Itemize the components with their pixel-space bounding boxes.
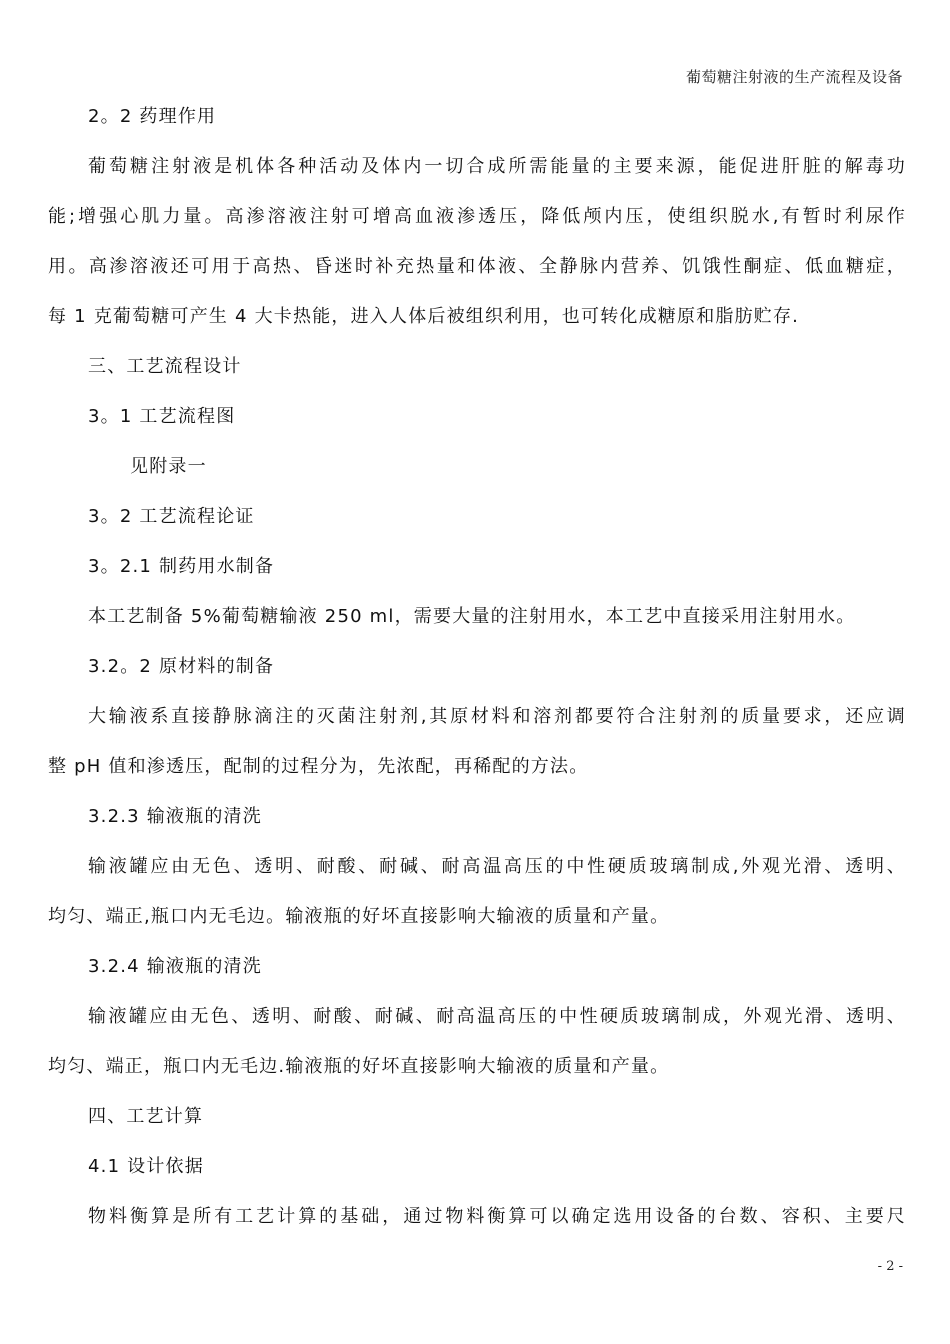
paragraph-line: 能;增强心肌力量。高渗溶液注射可增高血液渗透压，降低颅内压，使组织脱水,有暂时利尿作 (48, 206, 906, 227)
page-number: - 2 - (877, 1259, 903, 1274)
section-heading-3: 三、工艺流程设计 (88, 356, 242, 377)
section-heading-3-2-3: 3.2.3 输液瓶的清洗 (88, 806, 262, 827)
section-heading-3-1: 3。1 工艺流程图 (88, 406, 236, 427)
paragraph-line: 物料衡算是所有工艺计算的基础，通过物料衡算可以确定选用设备的台数、容积、主要尺 (88, 1206, 906, 1227)
paragraph-line: 整 pH 值和渗透压，配制的过程分为，先浓配，再稀配的方法。 (48, 756, 589, 777)
paragraph-line: 本工艺制备 5%葡萄糖输液 250 ml，需要大量的注射用水，本工艺中直接采用注射用水。 (88, 606, 856, 627)
paragraph-line: 均匀、端正,瓶口内无毛边。输液瓶的好坏直接影响大输液的质量和产量。 (48, 906, 670, 927)
section-heading-3-2-2: 3.2。2 原材料的制备 (88, 656, 275, 677)
paragraph-line: 输液罐应由无色、透明、耐酸、耐碱、耐高温高压的中性硬质玻璃制成，外观光滑、透明、 (88, 1006, 906, 1027)
paragraph-line: 输液罐应由无色、透明、耐酸、耐碱、耐高温高压的中性硬质玻璃制成,外观光滑、透明、 (88, 856, 906, 877)
document-body (48, 92, 906, 1242)
section-heading-2-2: 2。2 药理作用 (88, 106, 217, 127)
section-heading-3-2: 3。2 工艺流程论证 (88, 506, 255, 527)
paragraph-line: 用。高渗溶液还可用于高热、昏迷时补充热量和体液、全静脉内营养、饥饿性酮症、低血糖症， (48, 256, 906, 277)
paragraph-line: 每 1 克葡萄糖可产生 4 大卡热能，进入人体后被组织利用，也可转化成糖原和脂肪贮存. (48, 306, 800, 327)
paragraph-line: 葡萄糖注射液是机体各种活动及体内一切合成所需能量的主要来源，能促进肝脏的解毒功 (88, 156, 906, 177)
section-heading-3-2-4: 3.2.4 输液瓶的清洗 (88, 956, 262, 977)
running-header: 葡萄糖注射液的生产流程及设备 (685, 68, 903, 86)
paragraph-line: 大输液系直接静脉滴注的灭菌注射剂,其原材料和溶剂都要符合注射剂的质量要求，还应调 (88, 706, 906, 727)
section-heading-4-1: 4.1 设计依据 (88, 1156, 204, 1177)
section-heading-4: 四、工艺计算 (88, 1106, 204, 1127)
paragraph-line: 均匀、端正，瓶口内无毛边.输液瓶的好坏直接影响大输液的质量和产量。 (48, 1056, 670, 1077)
paragraph-line: 见附录一 (130, 456, 207, 477)
section-heading-3-2-1: 3。2.1 制药用水制备 (88, 556, 275, 577)
